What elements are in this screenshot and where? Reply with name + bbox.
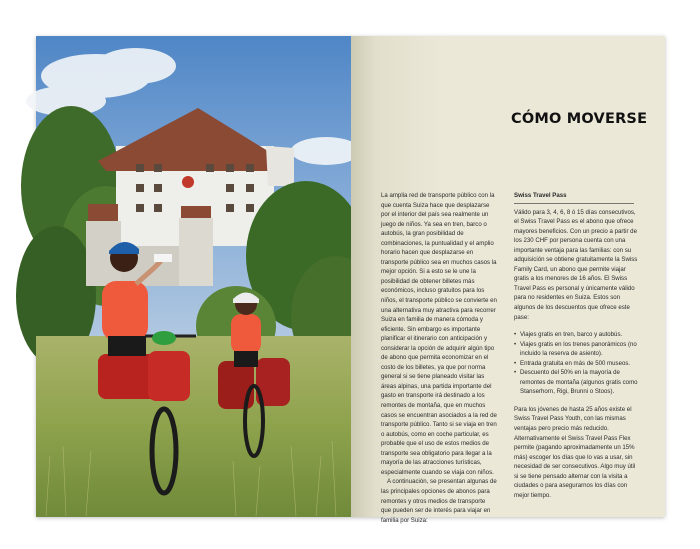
text-column-left bbox=[381, 191, 497, 525]
subheading-swiss-travel-pass: Swiss Travel Pass bbox=[514, 191, 638, 201]
body-paragraph: La amplia red de transporte público con la que cuenta Suiza hace que desplazarse por el interior del país sea realmente un juego de niños. Ya sea en tren, barco o autobús, la gran posibilidad de combinaciones, la puntualidad y el amplio horario hacen que desplazarse en transporte público sea en muchos casos la mejor opción. Si a esto se le une la posibilidad de obtener billetes más económicos, incluso gratuitos para los niños, el transporte público se convierte en una alternativa muy atractiva para recorrer Suiza en familia de manera cómoda y eficiente. Sin embargo es importante planificar el itinerario con anticipación y considerar la opción de adquirir algún tipo de abono que permita economizar en el costo de los billetes, ya que por norma general si se tiene planeado visitar las áreas alpinas, una partida importante del gasto en transporte irá destinado a los remontes de montaña, que en muchos casos se encuentran asociados a la red de transporte público. Tanto si se viaja en tren o autobús, como en coche particular, es probable que el uso de estos medios de transporte sea obligatorio para llegar a la mayoría de las atracciones turísticas, especialmente cuando se viaja con niños. bbox=[381, 192, 497, 476]
castle-cyclists-photo bbox=[36, 36, 351, 517]
list-item: • Viajes gratis en los trenes panorámicos (no incluido la reserva de asiento). bbox=[514, 340, 638, 359]
list-item: • Viajes gratis en tren, barco y autobús. bbox=[514, 330, 638, 340]
list-item: • Entrada gratuita en más de 500 museos. bbox=[514, 359, 638, 369]
meadow bbox=[36, 336, 351, 517]
book-spread bbox=[36, 36, 665, 524]
section-heading: CÓMO MOVERSE bbox=[511, 111, 648, 127]
body-paragraph: A continuación, se presentan algunas de las principales opciones de abonos para remontes y otros medios de transporte que pueden ser de interés para viajar en familia por Suiza: bbox=[381, 478, 497, 524]
body-paragraph: Válido para 3, 4, 6, 8 ó 15 días consecutivos, el Swiss Travel Pass es el abono que ofrece mayores beneficios. Con un precio a partir de los 230 CHF por persona cuenta con una importante ventaja para las familias: con su adquisición se obtiene gratuitamente la Swiss Family Card, un abono que permite viajar gratis a los menores de 16 años. El Swiss Travel Pass es personal y únicamente válido para no residentes en Suiza. Estos son algunos de los descuentos que ofrece este pase: bbox=[514, 208, 638, 321]
text-column-right bbox=[514, 191, 638, 500]
list-item: • Descuento del 50% en la mayoría de remontes de montaña (algunos gratis como Stanserhorn, Rigi, Brunni o Stoos). bbox=[514, 368, 638, 397]
body-paragraph: Para los jóvenes de hasta 25 años existe el Swiss Travel Pass Youth, con las mismas ventajas pero precio más reducido. Alternativamente el Swiss Travel Pass Flex permite (pagando aproximadamente un 15% más) escoger los días que lo vas a usar, sin necesidad de ser consecutivos. Algo muy útil si se tiene pensado alternar con la visita a ciudades o para asegurarnos los días con mejor tiempo. bbox=[514, 405, 636, 499]
left-page-photo bbox=[36, 36, 351, 517]
benefits-list bbox=[514, 330, 638, 397]
right-page-text bbox=[351, 36, 665, 524]
